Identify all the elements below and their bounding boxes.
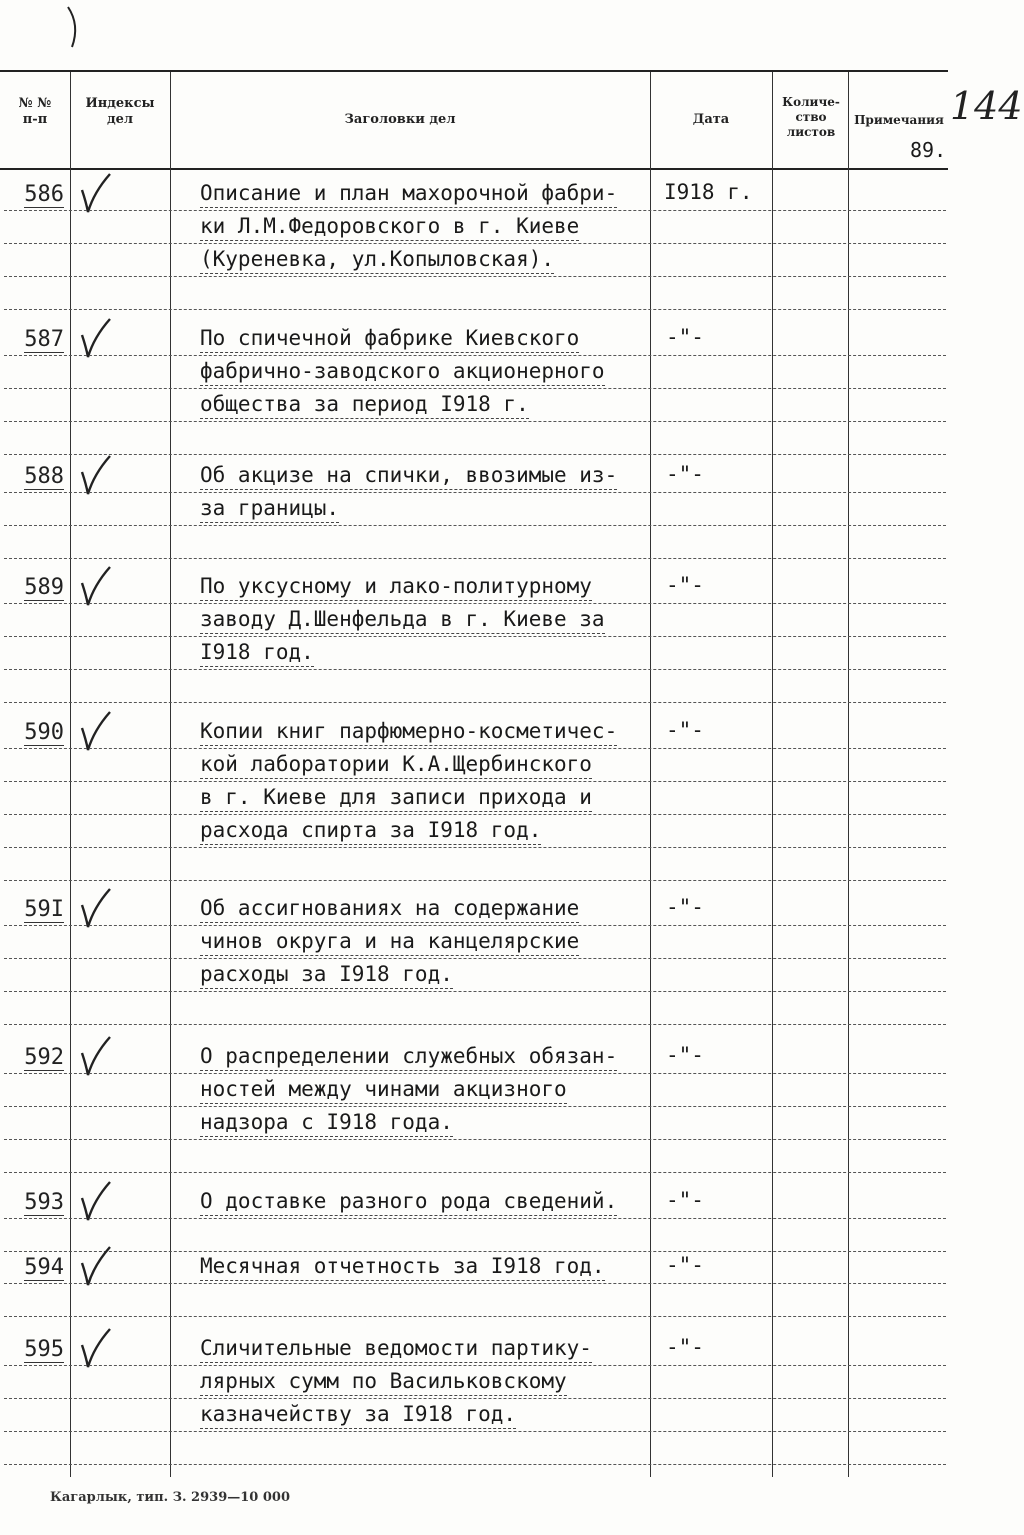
header-count: Количе- ство листов — [782, 95, 840, 139]
entry-title-line: в г. Киеве для записи прихода и — [200, 784, 592, 812]
entry-title-line: Месячная отчетность за I918 год. — [200, 1253, 605, 1281]
col-divider-4 — [772, 72, 773, 1477]
row-rule — [4, 991, 946, 992]
row-rule — [4, 309, 946, 310]
entry-title-line: I918 год. — [200, 639, 314, 667]
row-rule — [4, 958, 946, 959]
row-rule — [4, 925, 946, 926]
entry-title-line: (Куреневка, ул.Копыловская). — [200, 246, 554, 274]
row-rule — [4, 847, 946, 848]
row-rule — [4, 558, 946, 559]
entry-number-text: 594 — [24, 1255, 64, 1280]
entry-number — [4, 1337, 64, 1362]
row-rule — [4, 355, 946, 356]
entry-number-text: 588 — [24, 464, 64, 489]
entry-number — [4, 1045, 64, 1070]
entry-number-text: 589 — [24, 575, 64, 600]
entry-title-line: По спичечной фабрике Киевского — [200, 325, 579, 353]
row-rule — [4, 748, 946, 749]
row-rule — [4, 1316, 946, 1317]
row-rule — [4, 276, 946, 277]
row-rule — [4, 210, 946, 211]
entry-number-text: 59I — [24, 897, 64, 922]
header-notes: Примечания — [854, 113, 944, 127]
entry-title-line: расхода спирта за I918 год. — [200, 817, 541, 845]
entry-number — [4, 182, 64, 207]
entry-title-line: Об акцизе на спички, ввозимые из- — [200, 462, 617, 490]
entry-title-line: О распределении служебных обязан- — [200, 1043, 617, 1071]
entry-number — [4, 327, 64, 352]
entry-date: -"- — [666, 1043, 704, 1067]
entry-number — [4, 897, 64, 922]
row-rule — [4, 1431, 946, 1432]
col-divider-2 — [170, 72, 171, 1477]
entry-title-line: ки Л.М.Федоровского в г. Киеве — [200, 213, 579, 241]
row-rule — [4, 454, 946, 455]
entry-number-text: 586 — [24, 182, 64, 207]
col-divider-1 — [70, 72, 71, 1477]
entry-number-text: 592 — [24, 1045, 64, 1070]
entry-number — [4, 1190, 64, 1215]
header-title: Заголовки дел — [344, 112, 456, 127]
entry-title-line: кой лаборатории К.А.Щербинского — [200, 751, 592, 779]
row-rule — [4, 1024, 946, 1025]
entry-title-line: Сличительные ведомости партику- — [200, 1335, 592, 1363]
entry-number-text: 593 — [24, 1190, 64, 1215]
row-rule — [4, 421, 946, 422]
entry-date: -"- — [666, 325, 704, 349]
row-rule — [4, 243, 946, 244]
typed-page-number: 89. — [910, 138, 947, 162]
row-rule — [4, 880, 946, 881]
entry-number-text: 590 — [24, 720, 64, 745]
entry-date: -"- — [666, 1335, 704, 1359]
row-rule — [4, 1251, 946, 1252]
row-rule — [4, 781, 946, 782]
handwritten-page-number: 144 — [950, 84, 1023, 128]
entry-date: -"- — [666, 573, 704, 597]
row-rule — [4, 636, 946, 637]
entry-title-line: ностей между чинами акцизного — [200, 1076, 567, 1104]
entry-number — [4, 1255, 64, 1280]
row-rule — [4, 1218, 946, 1219]
row-rule — [4, 1365, 946, 1366]
entry-title-line: фабрично-заводского акционерного — [200, 358, 605, 386]
row-rule — [4, 1106, 946, 1107]
col-divider-3 — [650, 72, 651, 1477]
row-rule — [4, 525, 946, 526]
entry-number — [4, 464, 64, 489]
row-rule — [4, 1398, 946, 1399]
header-date: Дата — [692, 112, 730, 127]
entry-date: -"- — [666, 718, 704, 742]
entry-date: I918 г. — [664, 180, 753, 204]
entry-title-line: казначейству за I918 год. — [200, 1401, 516, 1429]
entry-date: -"- — [666, 1253, 704, 1277]
entry-title-line: надзора с I918 года. — [200, 1109, 453, 1137]
header-index: Индексы дел — [85, 96, 155, 127]
entry-title-line: общества за период I918 г. — [200, 391, 529, 419]
entry-number — [4, 575, 64, 600]
print-footer: Кагарлык, тип. З. 2939—10 000 — [50, 1490, 290, 1505]
row-rule — [4, 1139, 946, 1140]
entry-title-line: заводу Д.Шенфельда в г. Киеве за — [200, 606, 605, 634]
row-rule — [4, 1283, 946, 1284]
bracket-mark — [60, 5, 90, 50]
entry-title-line: По уксусному и лако-политурному — [200, 573, 592, 601]
row-rule — [4, 702, 946, 703]
entry-title-line: за границы. — [200, 495, 339, 523]
header-top-rule — [0, 70, 948, 72]
header-bottom-rule — [0, 168, 948, 170]
row-rule — [4, 603, 946, 604]
row-rule — [4, 492, 946, 493]
entry-title-line: расходы за I918 год. — [200, 961, 453, 989]
entry-title-line: Копии книг парфюмерно-косметичес- — [200, 718, 617, 746]
entry-number — [4, 720, 64, 745]
row-rule — [4, 1464, 946, 1465]
entry-number-text: 595 — [24, 1337, 64, 1362]
col-divider-5 — [848, 72, 849, 1477]
row-rule — [4, 1073, 946, 1074]
header-num: № № п-п — [18, 96, 52, 127]
row-rule — [4, 1172, 946, 1173]
entry-title-line: Описание и план махорочной фабри- — [200, 180, 617, 208]
entry-date: -"- — [666, 462, 704, 486]
entry-title-line: чинов округа и на канцелярские — [200, 928, 579, 956]
entry-title-line: лярных сумм по Васильковскому — [200, 1368, 567, 1396]
entry-number-text: 587 — [24, 327, 64, 352]
entry-date: -"- — [666, 895, 704, 919]
row-rule — [4, 669, 946, 670]
row-rule — [4, 388, 946, 389]
entry-title-line: О доставке разного рода сведений. — [200, 1188, 617, 1216]
row-rule — [4, 814, 946, 815]
entry-date: -"- — [666, 1188, 704, 1212]
entry-title-line: Об ассигнованиях на содержание — [200, 895, 579, 923]
